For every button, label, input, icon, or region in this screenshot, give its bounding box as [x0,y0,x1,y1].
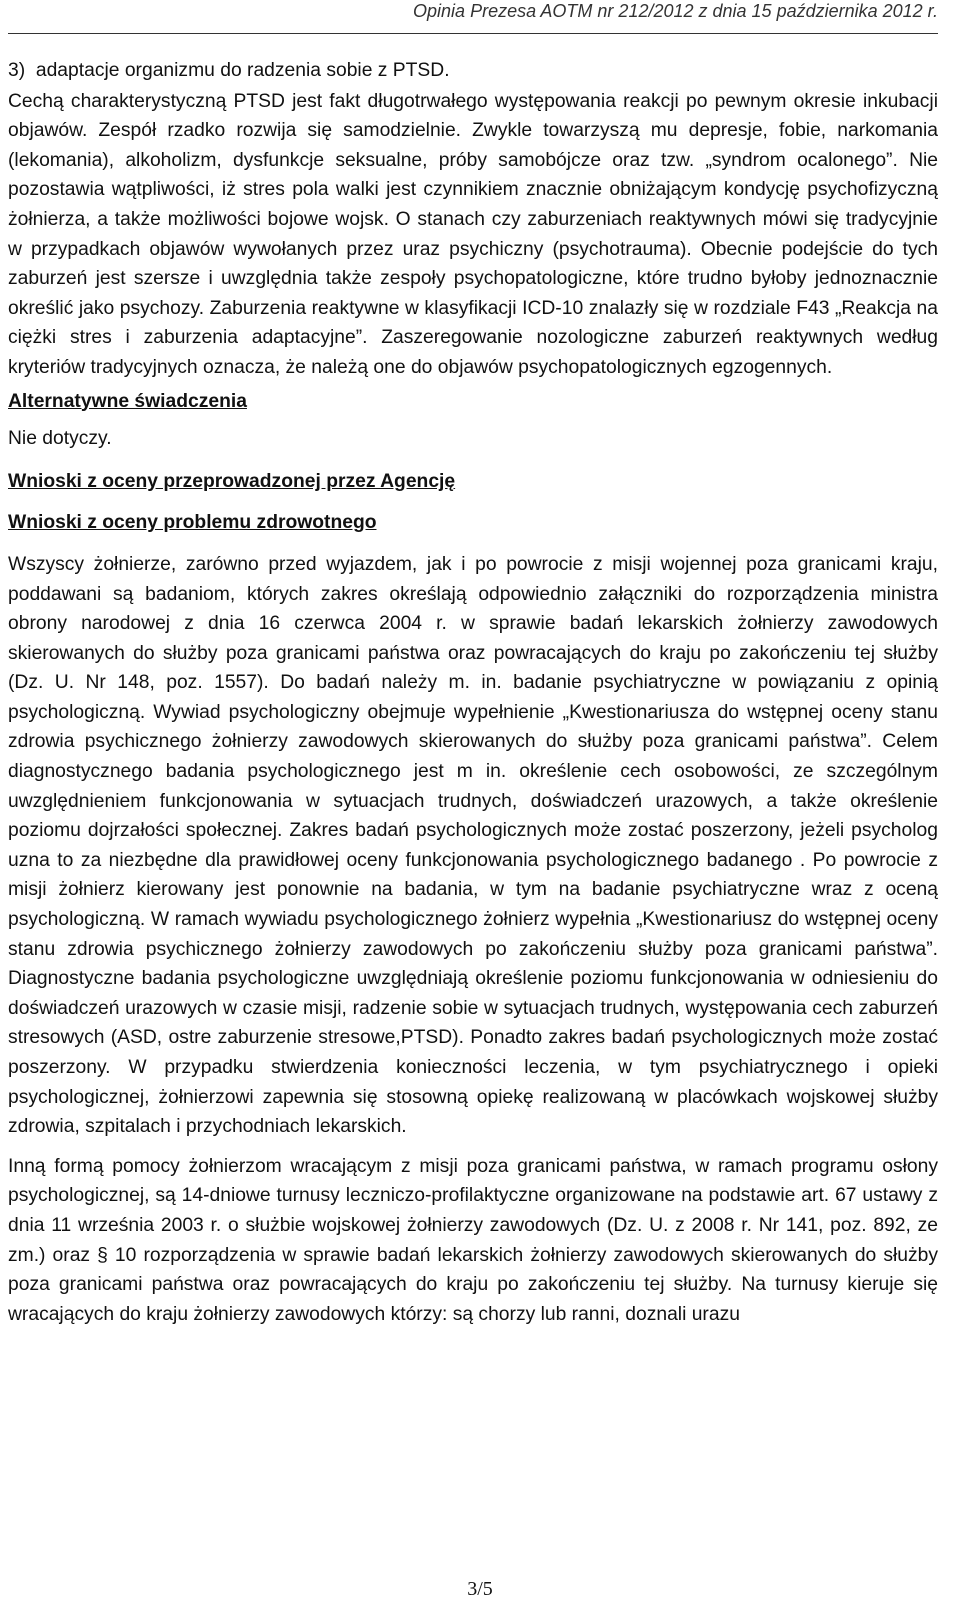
heading-alternatives: Alternatywne świadczenia [8,390,247,412]
paragraph-other-help: Inną formą pomocy żołnierzom wracającym z misji poza granicami państwa, w ramach programu osłony psychologicznej, są 14-dniowe turnusy leczniczo-profilaktyczne organizowane na podstawie art. 67 ustawy z dnia 11 września 2003 r. o służbie wojskowej żołnierzy zawodowych (Dz. U. z 2008 r. Nr 141, poz. 892, ze zm.) oraz § 10 rozporządzenia w sprawie badań lekarskich żołnierzy zawodowych skierowanych do służby poza granicami państwa oraz powracających do kraju po zakończeniu tej służby. Na turnusy kieruje się wracających do kraju żołnierzy zawodowych którzy: są chorzy lub ranni, doznali urazu [8,1155,938,1325]
paragraph-ptsd: Cechą charakterystyczną PTSD jest fakt długotrwałego występowania reakcji po pewnym okresie inkubacji objawów. Zespół rzadko rozwija się samodzielnie. Zwykle towarzyszą mu depresje, fobie, narkomania (lekomania), alkoholizm, dysfunkcje seksualne, próby samobójcze oraz tzw. „syndrom ocalonego”. Nie pozostawia wątpliwości, iż stres pola walki jest czynnikiem znacznie obniżającym kondycję psychofizyczną żołnierza, a także możliwości bojowe wojsk. O stanach czy zaburzeniach reaktywnych mówi się tradycyjnie w przypadkach objawów wywołanych przez uraz psychiczny (psychotrauma). Obecnie podejście do tych zaburzeń jest szersze i uwzględnia także zespoły psychopatologiczne, które trudno byłoby jednoznacznie określić jako psychozy. Zaburzenia reaktywne w klasyfikacji ICD-10 znalazły się w rozdziale F43 „Reakcja na ciężki stres i zaburzenia adaptacyjne”. Zaszeregowanie nozologiczne zaburzeń reaktywnych według kryteriów tradycyjnych oznacza, że należą one do objawów psychopatologicznych egzogennych. [8,90,938,378]
page-header: Opinia Prezesa AOTM nr 212/2012 z dnia 15 października 2012 r. [413,1,938,21]
header-rule [8,33,938,34]
list-item-3: 3) adaptacje organizmu do radzenia sobie z PTSD. [8,60,450,81]
page-number: 3/5 [467,1578,493,1600]
heading-health-problem: Wnioski z oceny problemu zdrowotnego [8,512,377,534]
paragraph-soldiers: Wszyscy żołnierze, zarówno przed wyjazdem, jak i po powrocie z misji wojennej poza granicami kraju, poddawani są badaniom, których zakres określają odpowiednio załączniki do rozporządzenia ministra obrony narodowej z dnia 16 czerwca 2004 r. w sprawie badań lekarskich żołnierzy zawodowych skierowanych do służby poza granicami państwa oraz powracających do kraju po zakończeniu tej służby (Dz. U. Nr 148, poz. 1557). Do badań należy m. in. badanie psychiatryczne w powiązaniu z opinią psychologiczną. Wywiad psychologiczny obejmuje wypełnienie „Kwestionariusza do wstępnej oceny stanu zdrowia psychicznego żołnierzy zawodowych skierowanych do służby poza granicami państwa”. Celem diagnostycznego badania psychologicznego jest m in. określenie cech osobowości, ze szczególnym uwzględnieniem funkcjonowania w sytuacjach trudnych, doświadczeń urazowych, a także określenie poziomu dojrzałości społecznej. Zakres badań psychologicznych może zostać poszerzony, jeżeli psycholog uzna to za niezbędne dla prawidłowej oceny funkcjonowania psychologicznego badanego . Po powrocie z misji żołnierz kierowany jest ponownie na badania, w tym na badanie psychiatryczne wraz z oceną psychologiczną. W ramach wywiadu psychologicznego żołnierz wypełnia „Kwestionariusz do wstępnej oceny stanu zdrowia psychicznego żołnierzy zawodowych po zakończeniu służby poza granicami państwa”. Diagnostyczne badania psychologiczne uwzględniają określenie poziomu funkcjonowania w odniesieniu do doświadczeń urazowych w czasie misji, radzenie sobie w sytuacjach trudnych, występowania cech zaburzeń stresowych (ASD, ostre zaburzenie stresowe,PTSD). Ponadto zakres badań psychologicznych może zostać poszerzony. W przypadku stwierdzenia konieczności leczenia, w tym psychiatrycznego i opieki psychologicznej, żołnierzowi zapewnia się stosowną opiekę realizowaną w placówkach wojskowej służby zdrowia, szpitalach i przychodniach lekarskich. [8,553,938,1138]
not-applicable-text: Nie dotyczy. [8,428,112,450]
heading-agency-conclusions: Wnioski z oceny przeprowadzonej przez Agencję [8,470,456,492]
document-body [8,56,938,1329]
